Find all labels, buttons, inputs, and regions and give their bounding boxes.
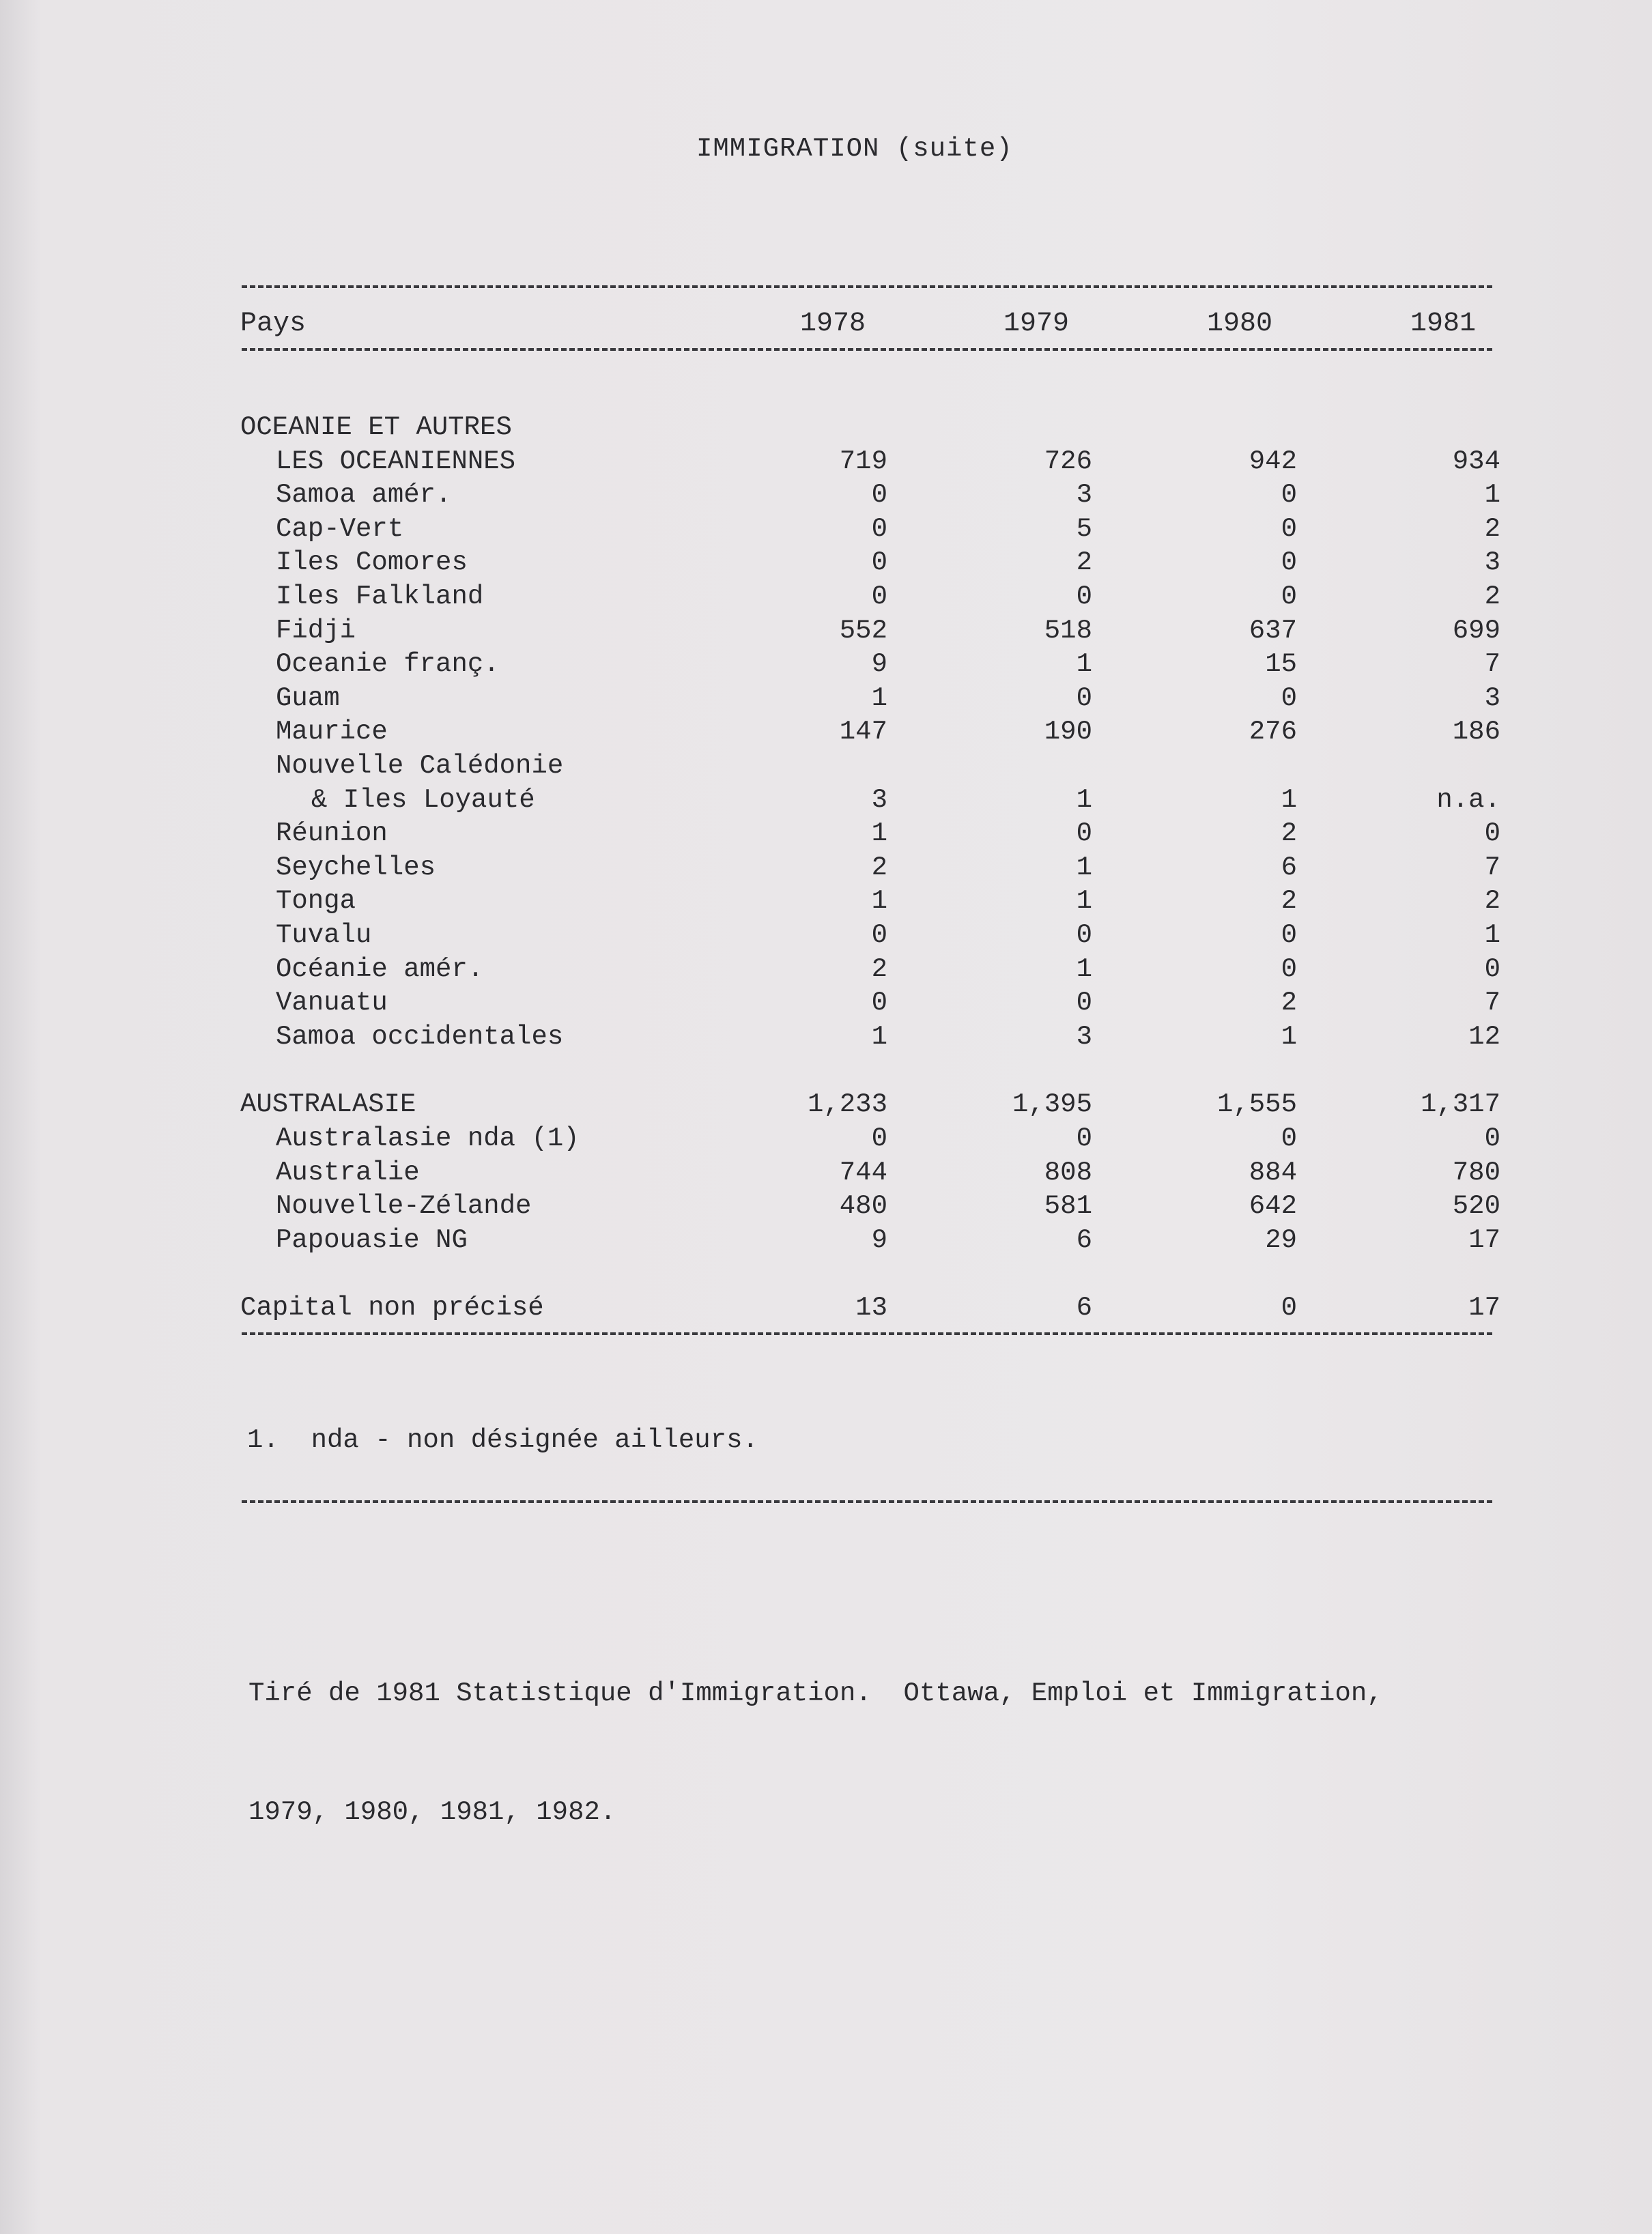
cell-1979: 3 (1076, 480, 1092, 511)
table-row (0, 480, 1652, 514)
cell-1979: 6 (1076, 1225, 1092, 1255)
cell-1979: 726 (1044, 446, 1092, 476)
table-row (0, 717, 1652, 751)
cell-1981: 2 (1484, 513, 1500, 544)
table-row (0, 514, 1652, 548)
cell-1979: 0 (1076, 988, 1092, 1018)
cell-1980: 642 (1249, 1191, 1297, 1222)
cell-1981: 1,317 (1420, 1089, 1500, 1120)
cell-1980: 0 (1281, 954, 1297, 984)
cell-1978: 0 (871, 1123, 887, 1154)
cell-1980: 29 (1265, 1225, 1297, 1255)
cell-1981: 699 (1452, 615, 1500, 646)
cell-1978: 480 (839, 1191, 887, 1222)
cell-1979: 0 (1076, 582, 1092, 612)
row-label: Maurice (276, 717, 388, 747)
row-label: Australasie nda (1) (276, 1123, 580, 1154)
row-label: Samoa occidentales (276, 1021, 564, 1052)
cell-1979: 1 (1076, 649, 1092, 680)
row-label: Océanie amér. (276, 954, 484, 984)
cell-1980: 0 (1281, 582, 1297, 612)
table-row (0, 412, 1652, 446)
cell-1979: 0 (1076, 920, 1092, 950)
cell-1980: 2 (1281, 818, 1297, 849)
cell-1981: 1 (1484, 920, 1500, 950)
cell-1978: 1 (871, 886, 887, 917)
cell-1978: 0 (871, 513, 887, 544)
source-line-1: Tiré de 1981 Statistique d'Immigration. Ottawa, Emploi et Immigration, (248, 1678, 1383, 1708)
cell-1980: 0 (1281, 1123, 1297, 1154)
cell-1981: 7 (1484, 649, 1500, 680)
source-citation (248, 1594, 1383, 1911)
row-label: LES OCEANIENNES (276, 446, 516, 476)
cell-1979: 5 (1076, 513, 1092, 544)
row-label: Cap-Vert (276, 513, 404, 544)
table-row (0, 616, 1652, 650)
row-label: Tuvalu (276, 920, 372, 950)
cell-1979: 6 (1076, 1293, 1092, 1323)
cell-1981: 7 (1484, 852, 1500, 883)
table-row (0, 785, 1652, 819)
cell-1980: 942 (1249, 446, 1297, 476)
cell-1981: 0 (1484, 954, 1500, 984)
table-row (0, 547, 1652, 582)
cell-1978: 9 (871, 1225, 887, 1255)
cell-1978: 2 (871, 954, 887, 984)
cell-1980: 1 (1281, 1021, 1297, 1052)
cell-1978: 0 (871, 547, 887, 578)
header-year-1979: 1979 (1003, 309, 1070, 339)
table-row (0, 1158, 1652, 1192)
table-row (0, 1089, 1652, 1123)
cell-1981: 186 (1452, 717, 1500, 747)
cell-1981: 1 (1484, 480, 1500, 511)
cell-1978: 552 (839, 615, 887, 646)
row-label: Réunion (276, 818, 388, 849)
cell-1979: 0 (1076, 683, 1092, 713)
row-label: Tonga (276, 886, 356, 917)
cell-1980: 884 (1249, 1157, 1297, 1188)
footnote-rule (242, 1500, 1492, 1503)
cell-1979: 1,395 (1012, 1089, 1092, 1120)
cell-1981: 12 (1468, 1021, 1500, 1052)
cell-1978: 13 (855, 1293, 887, 1323)
table-row (0, 818, 1652, 853)
table-row (0, 988, 1652, 1022)
cell-1980: 1 (1281, 784, 1297, 815)
cell-1981: 3 (1484, 547, 1500, 578)
cell-1978: 1 (871, 1021, 887, 1052)
table-row (0, 683, 1652, 717)
cell-1981: 17 (1468, 1293, 1500, 1323)
row-label: AUSTRALASIE (240, 1089, 416, 1120)
cell-1979: 3 (1076, 1021, 1092, 1052)
row-label: Australie (276, 1157, 420, 1188)
cell-1979: 2 (1076, 547, 1092, 578)
cell-1980: 1,555 (1216, 1089, 1297, 1120)
cell-1980: 2 (1281, 988, 1297, 1018)
cell-1978: 744 (839, 1157, 887, 1188)
cell-1980: 6 (1281, 852, 1297, 883)
page-title: IMMIGRATION (suite) (696, 134, 1013, 164)
cell-1979: 808 (1044, 1157, 1092, 1188)
cell-1978: 0 (871, 582, 887, 612)
row-label: Guam (276, 683, 340, 713)
row-label: Vanuatu (276, 988, 388, 1018)
cell-1980: 0 (1281, 480, 1297, 511)
cell-1980: 2 (1281, 886, 1297, 917)
cell-1981: 17 (1468, 1225, 1500, 1255)
table-row (0, 1022, 1652, 1056)
cell-1978: 3 (871, 784, 887, 815)
table-row (0, 920, 1652, 954)
cell-1978: 0 (871, 480, 887, 511)
cell-1980: 276 (1249, 717, 1297, 747)
row-label: Oceanie franç. (276, 649, 500, 680)
cell-1978: 0 (871, 988, 887, 1018)
row-label: Seychelles (276, 852, 436, 883)
cell-1980: 0 (1281, 547, 1297, 578)
table-row (0, 1123, 1652, 1158)
table-row (0, 853, 1652, 887)
cell-1980: 0 (1281, 920, 1297, 950)
table-row (0, 1293, 1652, 1327)
row-label: Samoa amér. (276, 480, 452, 511)
table-header-rule (242, 348, 1492, 351)
row-label: Papouasie NG (276, 1225, 468, 1255)
row-label: Fidji (276, 615, 356, 646)
cell-1981: 520 (1452, 1191, 1500, 1222)
cell-1980: 0 (1281, 1293, 1297, 1323)
cell-1979: 1 (1076, 784, 1092, 815)
cell-1980: 637 (1249, 615, 1297, 646)
header-year-1980: 1980 (1207, 309, 1273, 339)
cell-1981: 934 (1452, 446, 1500, 476)
table-top-rule (242, 285, 1492, 288)
table-row (0, 954, 1652, 988)
cell-1978: 0 (871, 920, 887, 950)
cell-1978: 719 (839, 446, 887, 476)
header-year-1981: 1981 (1410, 309, 1477, 339)
cell-1978: 1,233 (807, 1089, 887, 1120)
table-row (0, 446, 1652, 481)
cell-1978: 2 (871, 852, 887, 883)
cell-1981: 2 (1484, 582, 1500, 612)
cell-1979: 190 (1044, 717, 1092, 747)
footnote: 1. nda - non désignée ailleurs. (247, 1425, 758, 1455)
cell-1978: 147 (839, 717, 887, 747)
cell-1979: 1 (1076, 886, 1092, 917)
cell-1980: 0 (1281, 513, 1297, 544)
cell-1979: 581 (1044, 1191, 1092, 1222)
table-row (0, 649, 1652, 683)
row-label: Nouvelle-Zélande (276, 1191, 532, 1222)
cell-1979: 0 (1076, 818, 1092, 849)
cell-1981: 7 (1484, 988, 1500, 1018)
row-label: OCEANIE ET AUTRES (240, 412, 512, 442)
cell-1980: 0 (1281, 683, 1297, 713)
table-row (0, 1225, 1652, 1259)
table-row (0, 886, 1652, 920)
cell-1979: 518 (1044, 615, 1092, 646)
cell-1981: 0 (1484, 818, 1500, 849)
cell-1979: 0 (1076, 1123, 1092, 1154)
cell-1981: 3 (1484, 683, 1500, 713)
source-line-2: 1979, 1980, 1981, 1982. (248, 1797, 616, 1827)
cell-1981: 780 (1452, 1157, 1500, 1188)
header-country: Pays (240, 309, 307, 339)
cell-1981: n.a. (1436, 784, 1500, 815)
table-row (0, 582, 1652, 616)
header-year-1978: 1978 (800, 309, 866, 339)
row-label: & Iles Loyauté (311, 784, 535, 815)
row-label: Nouvelle Calédonie (276, 751, 564, 781)
row-label: Iles Comores (276, 547, 468, 578)
table-bottom-rule (242, 1332, 1492, 1335)
cell-1979: 1 (1076, 852, 1092, 883)
cell-1981: 2 (1484, 886, 1500, 917)
table-row (0, 1191, 1652, 1225)
cell-1981: 0 (1484, 1123, 1500, 1154)
row-label: Iles Falkland (276, 582, 484, 612)
cell-1979: 1 (1076, 954, 1092, 984)
table-row (0, 751, 1652, 785)
cell-1978: 1 (871, 683, 887, 713)
cell-1978: 9 (871, 649, 887, 680)
cell-1978: 1 (871, 818, 887, 849)
row-label: Capital non précisé (240, 1293, 544, 1323)
cell-1980: 15 (1265, 649, 1297, 680)
